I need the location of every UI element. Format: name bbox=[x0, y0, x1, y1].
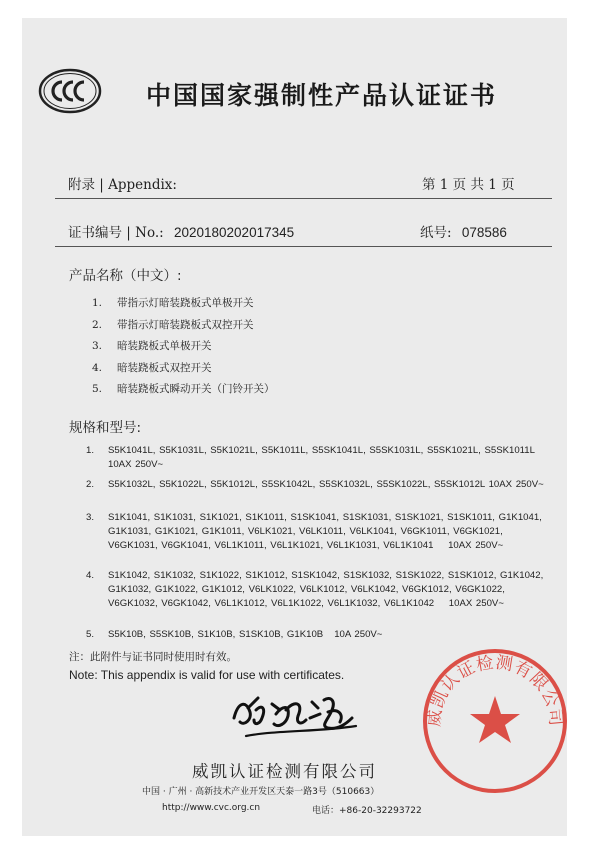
certificate-title: 中国国家强制性产品认证证书 bbox=[146, 81, 498, 110]
product-item: 4. 暗装跷板式双控开关 bbox=[92, 362, 212, 374]
certificate-appendix-sheet bbox=[22, 18, 567, 836]
company-address: 中国 · 广州 · 高新技术产业开发区天泰一路3号（510663） bbox=[142, 787, 380, 797]
note-english: Note: This appendix is valid for use with certificates. bbox=[69, 668, 345, 682]
company-name: 威凯认证检测有限公司 bbox=[192, 762, 377, 781]
company-seal bbox=[420, 646, 570, 796]
ccc-logo bbox=[38, 68, 102, 114]
product-item: 2. 带指示灯暗装跷板式双控开关 bbox=[92, 319, 254, 331]
cert-number-label: 证书编号 | No.: bbox=[68, 225, 164, 241]
header-divider-2 bbox=[55, 246, 552, 247]
appendix-label: 附录 | Appendix: bbox=[68, 177, 177, 193]
product-item: 5. 暗装跷板式瞬动开关（门铃开关） bbox=[92, 383, 275, 395]
spec-item: 4. S1K1042, S1K1032, S1K1022, S1K1012, S1SK1042, S1SK1032, S1SK1022, S1SK1012, G1K1042, G1K1032, G1K1022, G1K1012, V6LK1022, V6LK1012, V6LK1042, V6GK1012, V6GK1022, V6GK1032, V6GK1042, V6L1K1012, V6L1K1022, V6L1K1032, V6L1K1042 10AX 250V~ bbox=[86, 570, 547, 610]
company-phone: 电话：+86-20-32293722 bbox=[312, 806, 422, 816]
product-names-heading: 产品名称（中文）: bbox=[69, 268, 182, 284]
page-info: 第 1 页 共 1 页 bbox=[422, 177, 515, 193]
spec-item: 1. S5K1041L, S5K1031L, S5K1021L, S5K1011L, S5SK1041L, S5SK1031L, S5SK1021L, S5SK1011L 10AX 250V~ bbox=[86, 445, 550, 471]
spec-item: 2. S5K1032L, S5K1022L, S5K1012L, S5SK1042L, S5SK1032L, S5SK1022L, S5SK1012L 10AX 250V~ bbox=[86, 479, 544, 490]
paper-number-label: 纸号: bbox=[420, 225, 452, 241]
note-chinese: 注：此附件与证书同时使用时有效。 bbox=[69, 651, 237, 663]
product-item: 3. 暗装跷板式单极开关 bbox=[92, 340, 212, 352]
company-website: http://www.cvc.org.cn bbox=[162, 803, 261, 813]
header-divider bbox=[55, 198, 552, 199]
product-item: 1. 带指示灯暗装跷板式单极开关 bbox=[92, 297, 254, 309]
paper-number: 078586 bbox=[461, 225, 507, 240]
specs-heading: 规格和型号: bbox=[69, 420, 142, 436]
spec-item: 5. S5K10B, S5SK10B, S1K10B, S1SK10B, G1K10B 10A 250V~ bbox=[86, 629, 383, 640]
handwritten-signature bbox=[228, 690, 363, 740]
cert-number: 2020180202017345 bbox=[173, 225, 295, 240]
spec-item: 3. S1K1041, S1K1031, S1K1021, S1K1011, S1SK1041, S1SK1031, S1SK1021, S1SK1011, G1K1041, G1K1031, G1K1021, G1K1011, V6LK1021, V6LK1011, V6LK1041, V6GK1011, V6GK1021, V6GK1031, V6GK1041, V6L1K1011, V6L1K1021, V6L1K1031, V6L1K1041 10AX 250V~ bbox=[86, 512, 546, 552]
svg-text:威凯认证检测有限公司: 威凯认证检测有限公司 bbox=[424, 652, 566, 728]
